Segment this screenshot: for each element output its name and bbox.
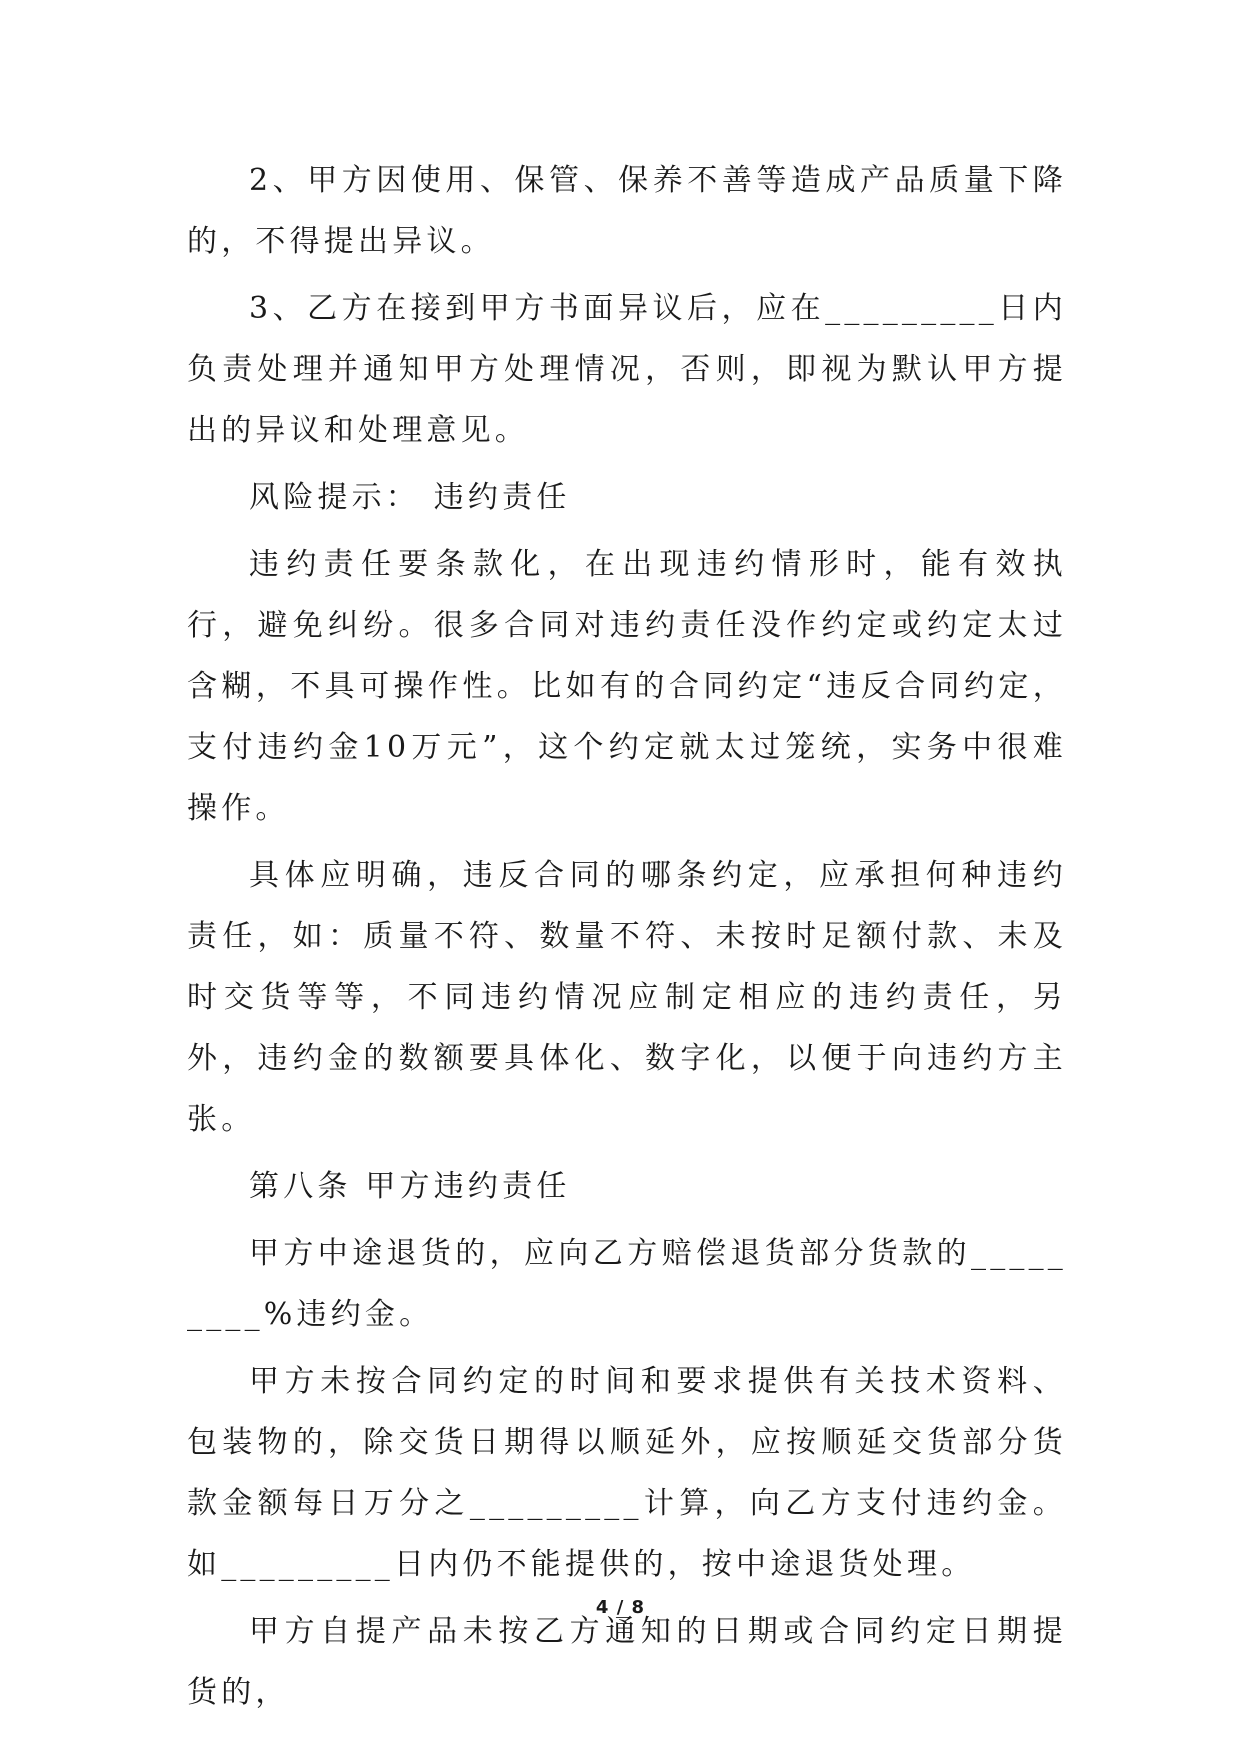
paragraph-pickup-delay: 甲方自提产品未按乙方通知的日期或合同约定日期提货的， [187, 1614, 1067, 1710]
document-body [187, 150, 1067, 1729]
page-number: 4 / 8 [595, 1597, 646, 1618]
paragraph-article-eight-heading: 第八条 甲方违约责任 [249, 1169, 571, 1204]
paragraph-quality-objection: 2、甲方因使用、保管、保养不善等造成产品质量下降的，不得提出异议。 [187, 163, 1067, 259]
paragraph-risk-heading: 风险提示： 违约责任 [249, 480, 571, 515]
paragraph-materials-penalty: 甲方未按合同约定的时间和要求提供有关技术资料、包装物的，除交货日期得以顺延外，应按顺延交货部分货款金额每日万分之_________计算，向乙方支付违约金。如_________日内仍不能提供的，按中途退货处理。 [187, 1364, 1067, 1582]
paragraph-objection-handling: 3、乙方在接到甲方书面异议后，应在_________日内负责处理并通知甲方处理情况，否则，即视为默认甲方提出的异议和处理意见。 [187, 291, 1067, 448]
paragraph-liability-specific: 具体应明确，违反合同的哪条约定，应承担何种违约责任，如：质量不符、数量不符、未按时足额付款、未及时交货等等，不同违约情况应制定相应的违约责任，另外，违约金的数额要具体化、数字化，以便于向违约方主张。 [187, 858, 1067, 1137]
paragraph-liability-clause: 违约责任要条款化，在出现违约情形时，能有效执行，避免纠纷。很多合同对违约责任没作约定或约定太过含糊，不具可操作性。比如有的合同约定“违反合同约定，支付违约金10万元”，这个约定就太过笼统，实务中很难操作。 [187, 547, 1067, 826]
paragraph-return-penalty: 甲方中途退货的，应向乙方赔偿退货部分货款的_________%违约金。 [187, 1236, 1067, 1332]
